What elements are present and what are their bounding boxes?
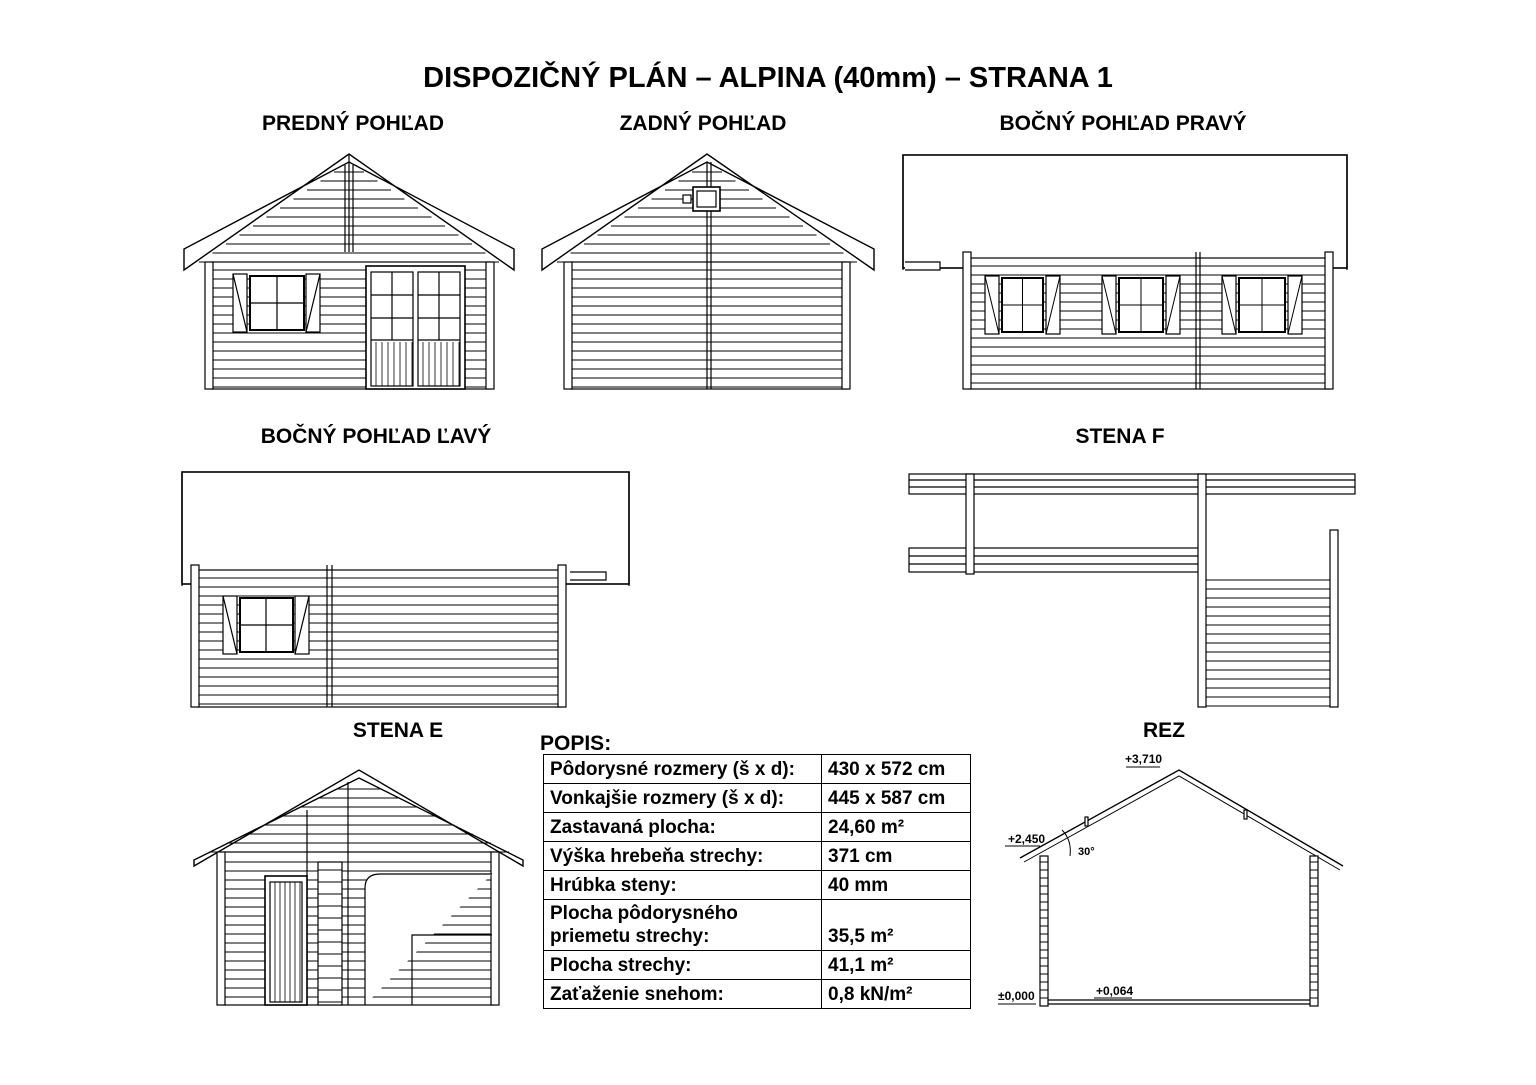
table-row xyxy=(544,900,971,951)
spec-value: 0,8 kN/m² xyxy=(822,980,971,1009)
wall-e-label: STENA E xyxy=(352,719,444,742)
table-row xyxy=(544,871,971,900)
section-drawing xyxy=(998,767,1343,1006)
table-row xyxy=(544,951,971,980)
ridge-level: +3,710 xyxy=(1125,752,1163,766)
wall-f-label: STENA F xyxy=(1075,425,1165,448)
wall-e-drawing xyxy=(194,770,523,1005)
spec-label: Plocha pôdorysného priemetu strechy: xyxy=(544,900,822,951)
table-row xyxy=(544,813,971,842)
table-row xyxy=(544,842,971,871)
spec-label: Zaťaženie snehom: xyxy=(544,980,822,1009)
back-view-label: ZADNÝ POHĽAD xyxy=(619,112,787,135)
spec-value: 445 x 587 cm xyxy=(822,784,971,813)
spec-label: Hrúbka steny: xyxy=(544,871,822,900)
spec-label: Vonkajšie rozmery (š x d): xyxy=(544,784,822,813)
spec-label: Výška hrebeňa strechy: xyxy=(544,842,822,871)
spec-label: Zastavaná plocha: xyxy=(544,813,822,842)
back-elevation xyxy=(542,154,874,389)
floor-level: +0,064 xyxy=(1096,984,1134,998)
left-view-label: BOČNÝ POHĽAD ĽAVÝ xyxy=(260,425,492,448)
table-row xyxy=(544,755,971,784)
spec-value: 430 x 572 cm xyxy=(822,755,971,784)
right-elevation xyxy=(903,155,1347,389)
ground-level: ±0,000 xyxy=(998,989,1035,1003)
spec-value: 371 cm xyxy=(822,842,971,871)
eave-level: +2,450 xyxy=(1008,832,1046,846)
popis-heading: POPIS: xyxy=(540,732,612,755)
roof-angle: 30° xyxy=(1078,846,1095,858)
front-elevation xyxy=(184,154,514,389)
spec-value: 35,5 m² xyxy=(822,900,971,951)
section-label: REZ xyxy=(1143,719,1185,742)
table-row xyxy=(544,980,971,1009)
page-title: DISPOZIČNÝ PLÁN – ALPINA (40mm) – STRANA 1 xyxy=(423,62,1113,94)
table-row xyxy=(544,784,971,813)
wall-f-drawing xyxy=(909,474,1355,707)
spec-label: Plocha strechy: xyxy=(544,951,822,980)
spec-value: 41,1 m² xyxy=(822,951,971,980)
front-view-label: PREDNÝ POHĽAD xyxy=(261,112,445,135)
spec-label: Pôdorysné rozmery (š x d): xyxy=(544,755,822,784)
right-view-label: BOČNÝ POHĽAD PRAVÝ xyxy=(999,112,1247,135)
spec-value: 40 mm xyxy=(822,871,971,900)
specification-table xyxy=(543,754,971,1009)
spec-value: 24,60 m² xyxy=(822,813,971,842)
left-elevation xyxy=(182,472,629,707)
